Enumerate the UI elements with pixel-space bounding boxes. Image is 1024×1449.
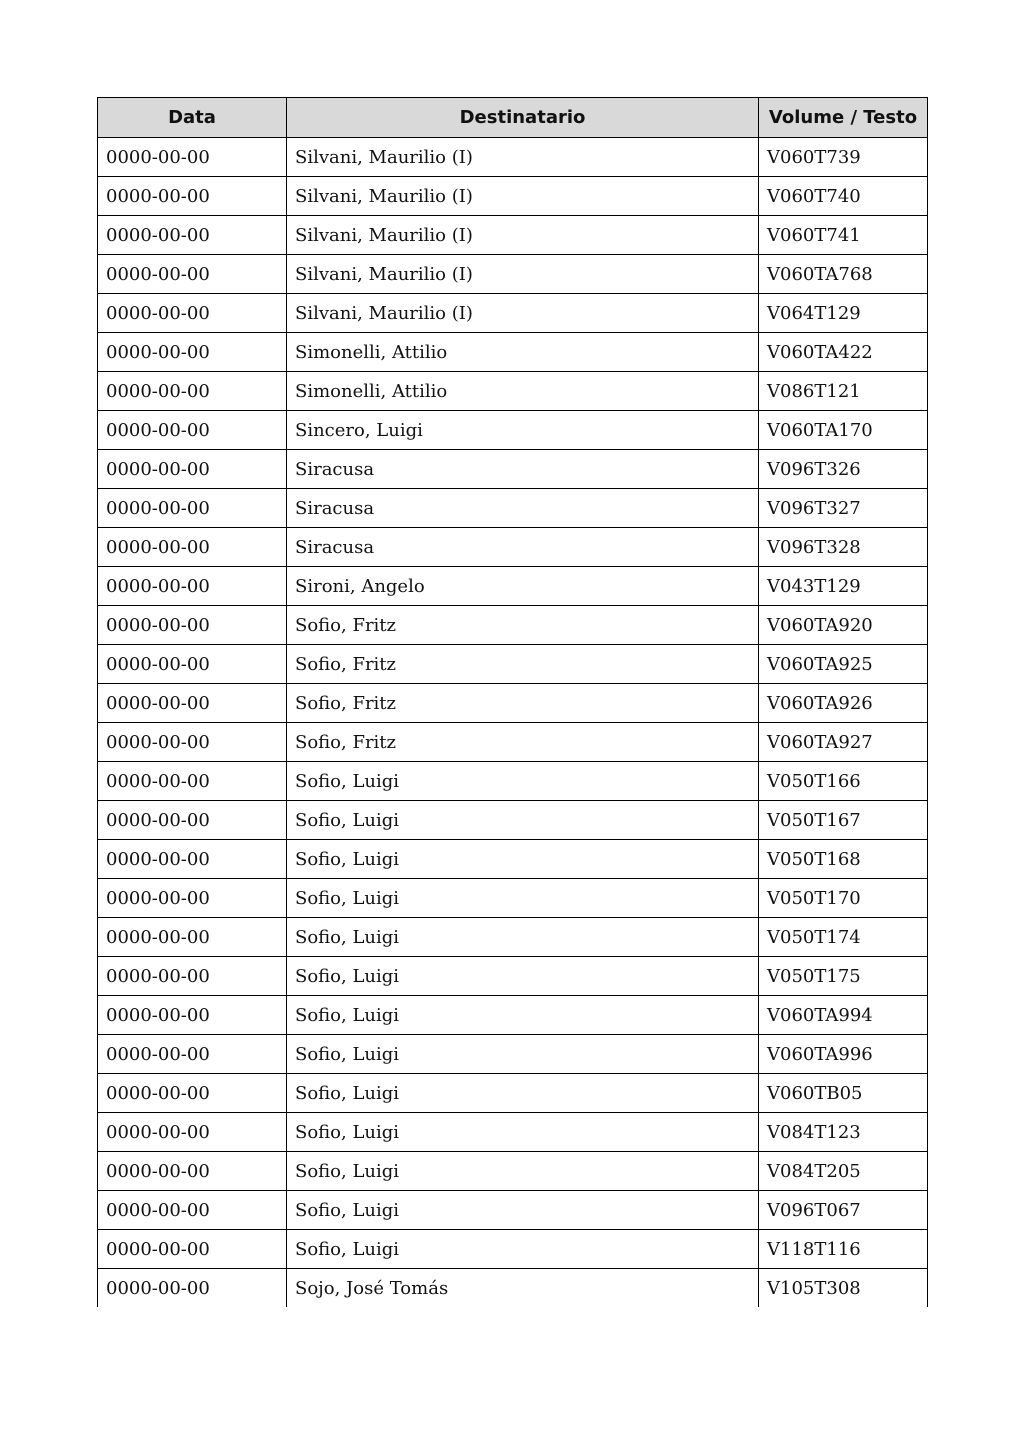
header-data: Data: [98, 98, 287, 138]
cell-volume-testo: V050T168: [759, 840, 928, 879]
cell-destinatario: Sincero, Luigi: [287, 411, 759, 450]
cell-volume-testo: V105T308: [759, 1269, 928, 1308]
cell-destinatario: Siracusa: [287, 450, 759, 489]
cell-destinatario: Sofio, Luigi: [287, 762, 759, 801]
cell-data: 0000-00-00: [98, 333, 287, 372]
table-row: [98, 216, 928, 255]
cell-data: 0000-00-00: [98, 138, 287, 177]
cell-volume-testo: V060T740: [759, 177, 928, 216]
cell-data: 0000-00-00: [98, 918, 287, 957]
cell-volume-testo: V043T129: [759, 567, 928, 606]
cell-destinatario: Sofio, Luigi: [287, 1230, 759, 1269]
table-row: [98, 879, 928, 918]
cell-volume-testo: V050T170: [759, 879, 928, 918]
table-row: [98, 177, 928, 216]
cell-data: 0000-00-00: [98, 1152, 287, 1191]
cell-volume-testo: V084T123: [759, 1113, 928, 1152]
cell-destinatario: Sofio, Fritz: [287, 684, 759, 723]
cell-data: 0000-00-00: [98, 1113, 287, 1152]
cell-data: 0000-00-00: [98, 606, 287, 645]
cell-volume-testo: V060TA996: [759, 1035, 928, 1074]
table-row: [98, 1230, 928, 1269]
cell-volume-testo: V060TA926: [759, 684, 928, 723]
cell-volume-testo: V064T129: [759, 294, 928, 333]
cell-volume-testo: V060TA422: [759, 333, 928, 372]
cell-destinatario: Siracusa: [287, 489, 759, 528]
cell-volume-testo: V050T166: [759, 762, 928, 801]
cell-volume-testo: V050T174: [759, 918, 928, 957]
table-row: [98, 996, 928, 1035]
table-row: [98, 645, 928, 684]
table-row: [98, 1191, 928, 1230]
cell-volume-testo: V118T116: [759, 1230, 928, 1269]
table-row: [98, 723, 928, 762]
table-row: [98, 294, 928, 333]
table-row: [98, 1074, 928, 1113]
cell-volume-testo: V060TA994: [759, 996, 928, 1035]
cell-volume-testo: V096T326: [759, 450, 928, 489]
cell-destinatario: Sofio, Luigi: [287, 1191, 759, 1230]
header-row: [98, 98, 928, 138]
cell-data: 0000-00-00: [98, 645, 287, 684]
table-row: [98, 918, 928, 957]
table-row: [98, 957, 928, 996]
cell-destinatario: Sojo, José Tomás: [287, 1269, 759, 1308]
table-row: [98, 840, 928, 879]
cell-data: 0000-00-00: [98, 957, 287, 996]
cell-volume-testo: V060TA925: [759, 645, 928, 684]
cell-data: 0000-00-00: [98, 528, 287, 567]
cell-data: 0000-00-00: [98, 840, 287, 879]
table-row: [98, 684, 928, 723]
cell-destinatario: Simonelli, Attilio: [287, 372, 759, 411]
cell-volume-testo: V050T175: [759, 957, 928, 996]
cell-data: 0000-00-00: [98, 1074, 287, 1113]
cell-destinatario: Sofio, Fritz: [287, 645, 759, 684]
table-row: [98, 333, 928, 372]
cell-data: 0000-00-00: [98, 1035, 287, 1074]
cell-volume-testo: V060TA920: [759, 606, 928, 645]
cell-destinatario: Silvani, Maurilio (I): [287, 177, 759, 216]
cell-data: 0000-00-00: [98, 723, 287, 762]
table-body: [98, 138, 928, 1308]
table-row: [98, 1113, 928, 1152]
table-row: [98, 528, 928, 567]
table-row: [98, 138, 928, 177]
table-row: [98, 1152, 928, 1191]
cell-volume-testo: V060TA927: [759, 723, 928, 762]
cell-data: 0000-00-00: [98, 1191, 287, 1230]
table-row: [98, 489, 928, 528]
cell-data: 0000-00-00: [98, 567, 287, 606]
cell-volume-testo: V096T327: [759, 489, 928, 528]
cell-destinatario: Sofio, Luigi: [287, 840, 759, 879]
table-header: [98, 98, 928, 138]
cell-destinatario: Sofio, Luigi: [287, 1152, 759, 1191]
cell-volume-testo: V060TA768: [759, 255, 928, 294]
cell-data: 0000-00-00: [98, 294, 287, 333]
cell-data: 0000-00-00: [98, 996, 287, 1035]
table-row: [98, 1035, 928, 1074]
cell-destinatario: Sofio, Luigi: [287, 1113, 759, 1152]
letters-table: [97, 97, 928, 1307]
cell-data: 0000-00-00: [98, 1230, 287, 1269]
cell-data: 0000-00-00: [98, 411, 287, 450]
cell-volume-testo: V086T121: [759, 372, 928, 411]
table-row: [98, 372, 928, 411]
header-volume-testo: Volume / Testo: [759, 98, 928, 138]
cell-volume-testo: V060TB05: [759, 1074, 928, 1113]
cell-destinatario: Sofio, Fritz: [287, 723, 759, 762]
cell-data: 0000-00-00: [98, 450, 287, 489]
cell-destinatario: Sofio, Luigi: [287, 801, 759, 840]
cell-volume-testo: V084T205: [759, 1152, 928, 1191]
cell-data: 0000-00-00: [98, 216, 287, 255]
cell-volume-testo: V096T067: [759, 1191, 928, 1230]
table-row: [98, 606, 928, 645]
table-row: [98, 567, 928, 606]
cell-volume-testo: V050T167: [759, 801, 928, 840]
cell-destinatario: Simonelli, Attilio: [287, 333, 759, 372]
cell-volume-testo: V060TA170: [759, 411, 928, 450]
cell-destinatario: Sofio, Luigi: [287, 879, 759, 918]
cell-destinatario: Sofio, Luigi: [287, 996, 759, 1035]
table-row: [98, 450, 928, 489]
cell-data: 0000-00-00: [98, 1269, 287, 1308]
cell-data: 0000-00-00: [98, 489, 287, 528]
header-destinatario: Destinatario: [287, 98, 759, 138]
table-row: [98, 801, 928, 840]
cell-destinatario: Sofio, Fritz: [287, 606, 759, 645]
cell-data: 0000-00-00: [98, 372, 287, 411]
cell-destinatario: Sofio, Luigi: [287, 918, 759, 957]
cell-data: 0000-00-00: [98, 801, 287, 840]
cell-destinatario: Sofio, Luigi: [287, 1074, 759, 1113]
cell-data: 0000-00-00: [98, 255, 287, 294]
table-row: [98, 762, 928, 801]
cell-destinatario: Siracusa: [287, 528, 759, 567]
cell-destinatario: Sofio, Luigi: [287, 957, 759, 996]
cell-data: 0000-00-00: [98, 879, 287, 918]
cell-destinatario: Sironi, Angelo: [287, 567, 759, 606]
cell-destinatario: Sofio, Luigi: [287, 1035, 759, 1074]
cell-destinatario: Silvani, Maurilio (I): [287, 255, 759, 294]
cell-volume-testo: V060T741: [759, 216, 928, 255]
cell-destinatario: Silvani, Maurilio (I): [287, 294, 759, 333]
cell-destinatario: Silvani, Maurilio (I): [287, 216, 759, 255]
cell-data: 0000-00-00: [98, 762, 287, 801]
cell-volume-testo: V096T328: [759, 528, 928, 567]
cell-data: 0000-00-00: [98, 177, 287, 216]
cell-volume-testo: V060T739: [759, 138, 928, 177]
table-row: [98, 255, 928, 294]
table-row: [98, 1269, 928, 1308]
table-row: [98, 411, 928, 450]
cell-destinatario: Silvani, Maurilio (I): [287, 138, 759, 177]
cell-data: 0000-00-00: [98, 684, 287, 723]
